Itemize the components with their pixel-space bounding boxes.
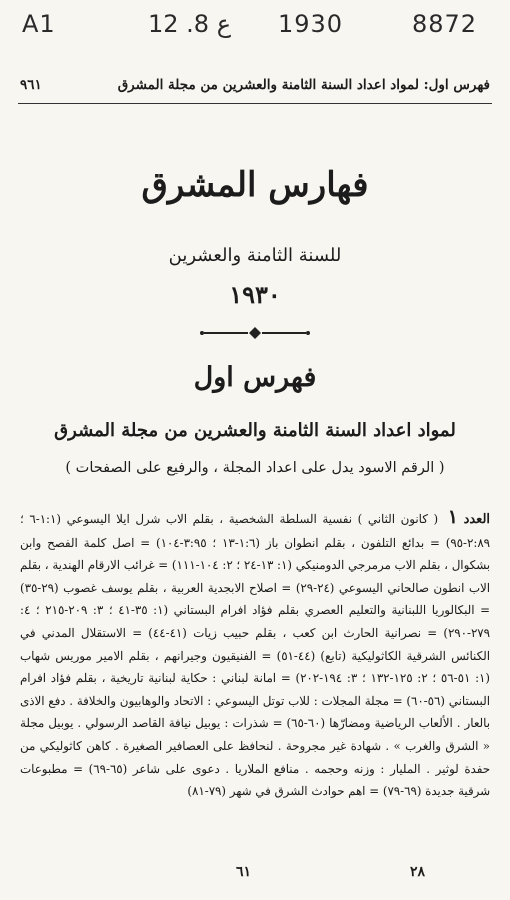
running-header-page: ٩٦١ — [20, 77, 42, 93]
footer-page-left: ٦١ — [236, 864, 252, 880]
section-note: ( الرقم الاسود يدل على اعداد المجلة ، والرفيع على الصفحات ) — [65, 460, 445, 476]
running-header-title: فهرس اول: لمواد اعداد السنة الثامنة والعشرين من مجلة المشرق — [117, 77, 490, 93]
issue-label: العدد — [463, 512, 491, 527]
ornament-divider-icon — [200, 326, 310, 340]
section-heading: فهرس اول — [193, 362, 317, 393]
running-header — [20, 72, 490, 98]
section-subheading: لمواد اعداد السنة الثامنة والعشرين من مجلة المشرق — [54, 420, 456, 441]
page-title: فهارس المشرق — [141, 165, 369, 205]
header-rule — [18, 103, 492, 104]
index-entry-text: ( كانون الثاني ) نفسية السلطة الشخصية ، بقلم الاب شرل ايلا اليسوعي (١:١-٦ ؛ ٢:٨٩-٩٥) = بدائع التلفون ، بقلم انطوان باز (١:٦-١٣ ؛ ٣:٩٥-١٠٤) = اصل كلمة الفصح وابن بشكوال ، بقلم الاب مرمرجي الدومنيكي (١: ١٣-٢٤ ؛ ٢: ١٠٤-١١١) = غرائب الارقام الهندية ، بقلم الاب انطون صالحاني اليسوعي (٢٤-٢٩) = اصلاح الابجدية العربية ، بقلم يوسف غصوب (٢٩-٣٥) = البكالوريا اللبنانية والتعليم العصري بقلم فؤاد افرام البستاني (١: ٣٥-٤١ ؛ ٣: ٢٠٩-٢١٥ ؛ ٤: ٢٧٩-٢٩٠) = نصرانية الحارث ابن كعب ، بقلم حبيب زيات (٤١-٤٤) = الاستقلال المدني في الكنائس الشرقية الكاثوليكية (تابع) (٤٤-٥١) = الفنيقيون وجيرانهم ، بقلم الامير موريس شهاب (١: ٥١-٥٦ ؛ ٢: ١٢٥-١٣٢ ؛ ٣: ١٩٤-٢٠٢) = امانة لبناني : حكاية لبنانية تاريخية ، بقلم فؤاد افرام البستاني (٥٦-٦٠) = مجلة المجلات : للاب توتل اليسوعي : الاتحاد والوهابيون والخلافة . دفع الاذى بالعار . الألعاب الرياضية ومضارّها (٦٠-٦٥) = شذرات : يوبيل نيافة القاصد الرسولي . يوبيل مجلة « الشرق والغرب » . شهادة غير مجروحة . لنحافظ على العصافير الصغيرة . كاهن كاثوليكي من حفدة لوثير . المليار : وزنه وحجمه . منافع الملاريا . دعوى على شاعر (٦٥-٦٩) = مطبوعات شرقية جديدة (٦٩-٧٩) = اهم حوادث الشرق في شهر (٧٩-٨١) — [20, 512, 491, 799]
index-entry — [20, 506, 491, 799]
issue-number: ١ — [447, 506, 458, 528]
page-subtitle: للسنة الثامنة والعشرين — [168, 245, 342, 266]
handwritten-middle: 12 .8 ع — [148, 10, 232, 38]
footer-page-right: ٢٨ — [410, 864, 426, 880]
year-label: ١٩٣٠ — [229, 280, 281, 309]
handwritten-left: A1 — [22, 10, 56, 38]
handwritten-right: 8872 — [412, 10, 478, 38]
handwritten-year: 1930 — [278, 10, 344, 38]
